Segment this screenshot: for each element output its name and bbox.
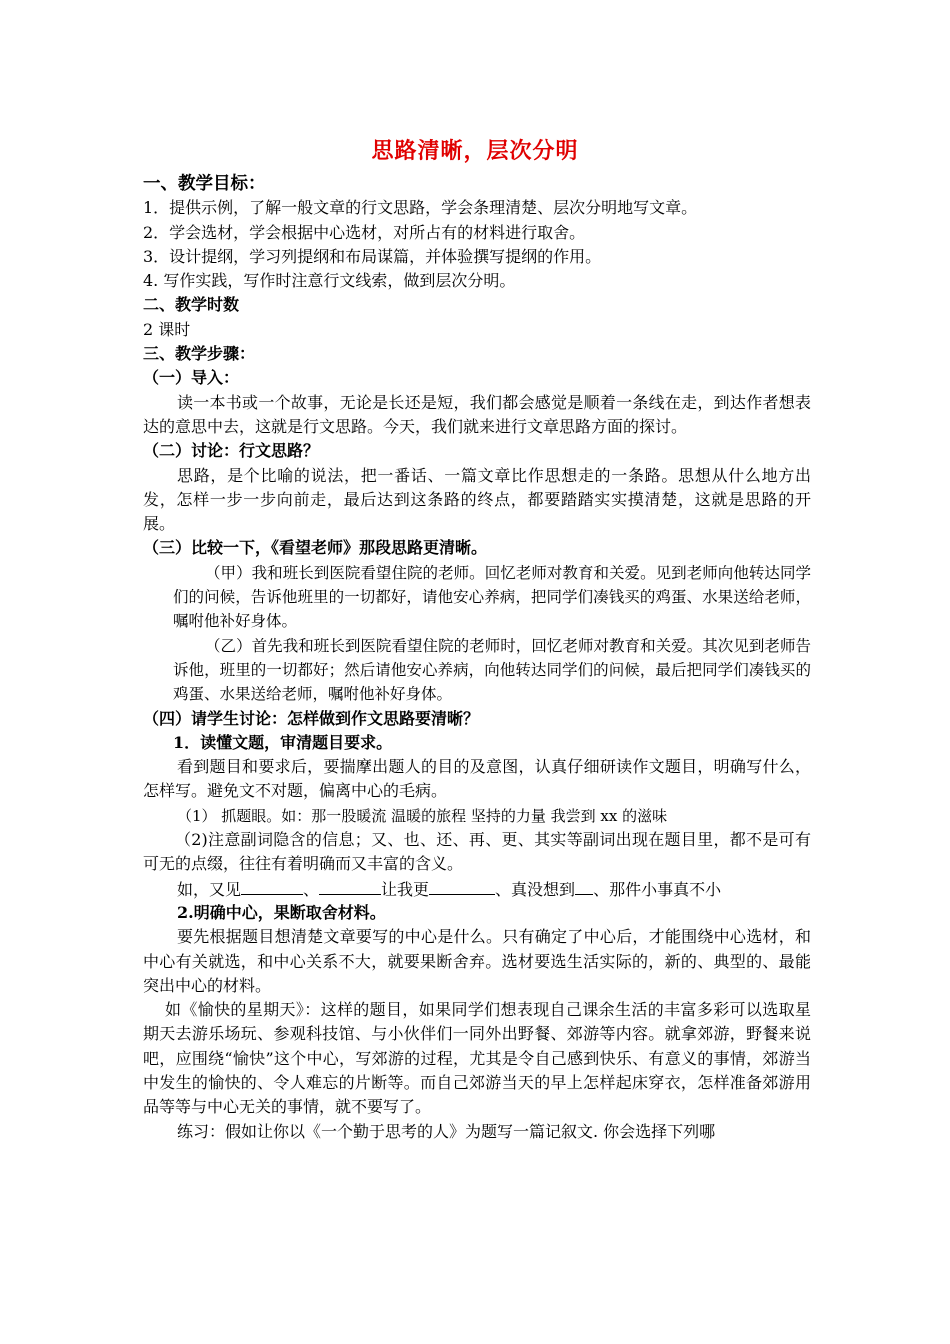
point2-example: 如《愉快的星期天》：这样的题目，如果同学们想表现自己课余生活的丰富多彩可以选取星期天去游乐场玩、参观科技馆、与小伙伴们一同外出野餐、郊游等内容。就拿郊游，野餐来说吧，应围绕“愉快”这个中心，写郊游的过程，尤其是令自己感到快乐、有意义的事情，郊游当中发生的愉快的、令人难忘的片断等。而自己郊游当天的早上怎样起床穿衣，怎样准备郊游用品等等与中心无关的事情，就不要写了。 (143, 1000, 811, 1117)
step3-heading: （三）比较一下，《看望老师》那段思路更清晰。 (143, 538, 488, 558)
document-body (143, 172, 811, 1144)
example-text: 、那件小事真不小 (593, 879, 722, 899)
comparison-yi-text: （乙）首先我和班长到医院看望住院的老师时，回忆老师对教育和关爱。其次见到老师告诉他，班里的一切都好；然后请他安心养病，向他转达同学们的问候，最后把同学们凑钱买的鸡蛋、水果送给老师，嘱咐他补好身体。 (173, 636, 811, 704)
point1-sub1: （1） 抓题眼。如：那一股暖流 温暖的旅程 坚持的力量 我尝到 xx 的滋味 (177, 806, 668, 825)
point1-example (143, 877, 811, 901)
document-title: 思路清晰，层次分明 (371, 138, 579, 164)
goal-item: 3．设计提纲，学习列提纲和布局谋篇，并体验撰写提纲的作用。 (143, 246, 602, 266)
point1-sub2: （2)注意副词隐含的信息；又、也、还、再、更、其实等副词出现在题目里，都不是可有可无的点缀，往往有着明确而又丰富的含义。 (143, 830, 811, 874)
point2-heading: 2.明确中心，果断取舍材料。 (177, 902, 386, 922)
step2-heading: （二）讨论：行文思路？ (143, 441, 320, 461)
blank-line (429, 877, 495, 895)
point1-text: 看到题目和要求后，要揣摩出题人的目的及意图，认真仔细研读作文题目，明确写什么，怎样写。避免文不对题，偏离中心的毛病。 (143, 757, 811, 801)
point1-heading: 1．读懂文题，审清题目要求。 (173, 732, 393, 752)
blank-line (241, 877, 303, 895)
step1-heading: （一）导入： (143, 368, 240, 388)
step1-text: 读一本书或一个故事，无论是长还是短，我们都会感觉是顺着一条线在走，到达作者想表达的意思中去，这就是行文思路。今天，我们就来进行文章思路方面的探讨。 (143, 392, 811, 436)
goal-item: 4. 写作实践，写作时注意行文线索，做到层次分明。 (143, 271, 516, 291)
step4-heading: （四）请学生讨论：怎样做到作文思路要清晰？ (143, 708, 480, 728)
steps-heading: 三、教学步骤： (143, 344, 256, 364)
step2-text: 思路，是个比喻的说法，把一番话、一篇文章比作思想走的一条路。思想从什么地方出发，怎样一步一步向前走，最后达到这条路的终点，都要踏踏实实摸清楚，这就是思路的开展。 (143, 465, 811, 534)
hours-value: 2 课时 (143, 319, 191, 339)
blank-line (319, 877, 381, 895)
goal-item: 2．学会选材，学会根据中心选材，对所占有的材料进行取舍。 (143, 222, 586, 242)
example-text: 如，又见 (177, 879, 242, 899)
comparison-yi (143, 634, 811, 707)
exercise-text: 练习：假如让你以《一个勤于思考的人》为题写一篇记叙文. 你会选择下列哪 (177, 1121, 716, 1141)
example-text: 、 (303, 879, 320, 899)
goal-item: 1．提供示例，了解一般文章的行文思路，学会条理清楚、层次分明地写文章。 (143, 198, 698, 218)
comparison-jia (143, 561, 811, 634)
blank-line (575, 877, 593, 895)
example-text: 、真没想到 (495, 879, 576, 899)
comparison-jia-text: （甲）我和班长到医院看望住院的老师。回忆老师对教育和关爱。见到老师向他转达同学们的问候，告诉他班里的一切都好，请他安心养病，把同学们凑钱买的鸡蛋、水果送给老师，嘱咐他补好身体。 (173, 563, 811, 631)
hours-heading: 二、教学时数 (143, 295, 240, 315)
goals-heading: 一、教学目标： (143, 174, 266, 194)
example-text: 让我更 (381, 879, 430, 899)
point2-text: 要先根据题目想清楚文章要写的中心是什么。只有确定了中心后，才能围绕中心选材，和中心有关就选，和中心关系不大，就要果断舍弃。选材要选生活实际的，新的、典型的、最能突出中心的材料。 (143, 927, 811, 995)
